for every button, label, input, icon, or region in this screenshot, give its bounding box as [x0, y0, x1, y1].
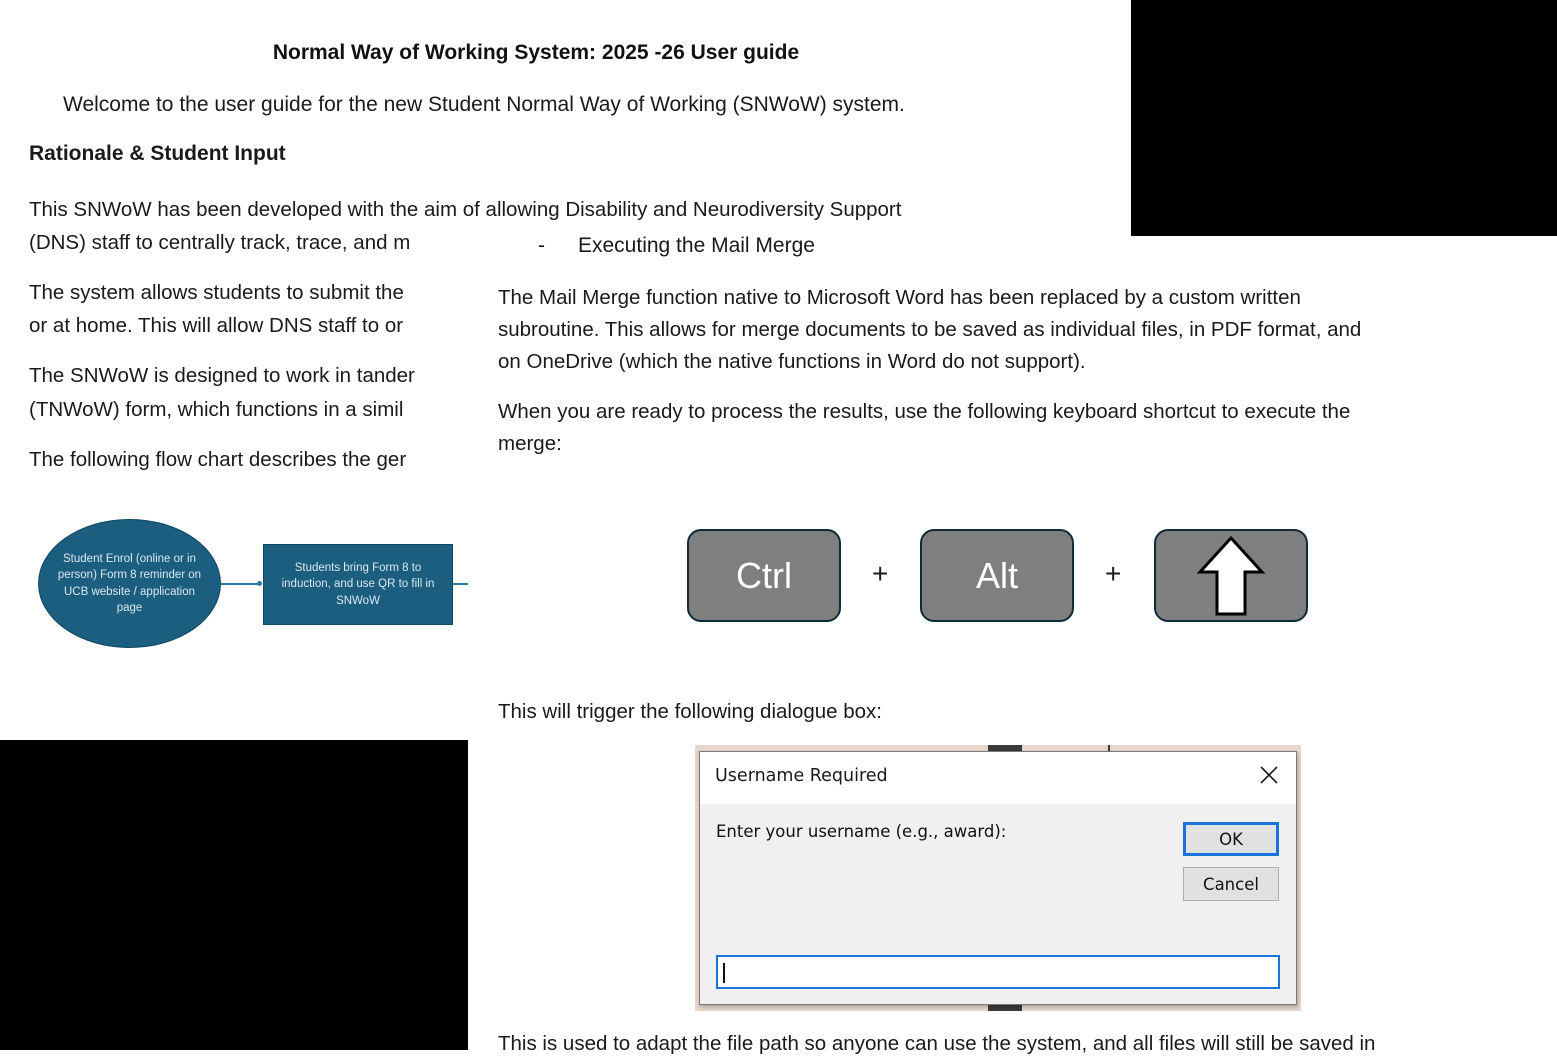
- flowchart-arrowhead: [257, 581, 262, 586]
- paragraph-line: When you are ready to process the results, use the following keyboard shortcut to execute the: [498, 400, 1351, 423]
- dialog-title: Username Required: [715, 766, 888, 786]
- flowchart-node-enrol: Student Enrol (online or in person) Form 8 reminder on UCB website / application page: [38, 519, 221, 648]
- close-button[interactable]: [1256, 762, 1282, 788]
- section-title-mail-merge: Executing the Mail Merge: [578, 234, 815, 257]
- paragraph-line: The system allows students to submit the: [29, 281, 404, 304]
- username-input[interactable]: [716, 955, 1280, 989]
- cancel-button[interactable]: Cancel: [1183, 867, 1279, 901]
- text-caret: [723, 963, 725, 983]
- paragraph-line: subroutine. This allows for merge documents to be saved as individual files, in PDF format, and: [498, 318, 1362, 341]
- key-label: Alt: [975, 554, 1018, 596]
- paragraph-line: The SNWoW is designed to work in tander: [29, 364, 415, 387]
- shift-arrow-up-icon: [1196, 536, 1266, 616]
- dialog-titlebar: [700, 752, 1296, 804]
- section-heading-rationale: Rationale & Student Input: [29, 142, 286, 165]
- redaction-box-top-right: [1131, 0, 1557, 236]
- paragraph-line: (TNWoW) form, which functions in a simil: [29, 398, 404, 421]
- paragraph-mail-merge: [498, 282, 1361, 378]
- welcome-text: Welcome to the user guide for the new Student Normal Way of Working (SNWoW) system.: [63, 93, 905, 116]
- redaction-box-bottom-left: [0, 740, 468, 1050]
- flowchart-node-induction: Students bring Form 8 to induction, and use QR to fill in SNWoW: [263, 544, 453, 625]
- close-icon: [1256, 762, 1282, 788]
- paragraph-line: merge:: [498, 432, 562, 455]
- paragraph-line: on OneDrive (which the native functions in Word do not support).: [498, 350, 1086, 373]
- paragraph-shortcut-intro: [498, 396, 1350, 460]
- paragraph-line: or at home. This will allow DNS staff to or: [29, 314, 404, 337]
- username-dialog: [699, 751, 1297, 1005]
- paragraph-tandem: [29, 359, 415, 426]
- plus-separator: +: [1105, 558, 1122, 589]
- paragraph-line: This SNWoW has been developed with the aim of allowing Disability and Neurodiversity Support: [29, 198, 902, 221]
- key-alt: [920, 529, 1074, 622]
- dialog-intro-text: This will trigger the following dialogue box:: [498, 700, 883, 723]
- document-title: Normal Way of Working System: 2025 -26 User guide: [272, 41, 800, 64]
- key-ctrl: [687, 529, 841, 622]
- paragraph-system: [29, 276, 404, 342]
- ok-button[interactable]: OK: [1183, 822, 1279, 856]
- flowchart-connector: [453, 583, 468, 585]
- key-label: Ctrl: [736, 554, 792, 596]
- paragraph-flowchart-intro: [29, 443, 406, 476]
- paragraph-line: (DNS) staff to centrally track, trace, and m: [29, 231, 411, 254]
- paragraph-line: The Mail Merge function native to Microsoft Word has been replaced by a custom written: [498, 286, 1301, 309]
- paragraph-line: The following flow chart describes the ger: [29, 448, 407, 471]
- footer-paragraph: This is used to adapt the file path so anyone can use the system, and all files will still be saved in: [498, 1032, 1376, 1055]
- flowchart-connector: [221, 583, 261, 585]
- key-shift: [1154, 529, 1308, 622]
- plus-separator: +: [872, 558, 889, 589]
- list-bullet: -: [538, 234, 545, 257]
- dialog-prompt: Enter your username (e.g., award):: [716, 822, 1007, 841]
